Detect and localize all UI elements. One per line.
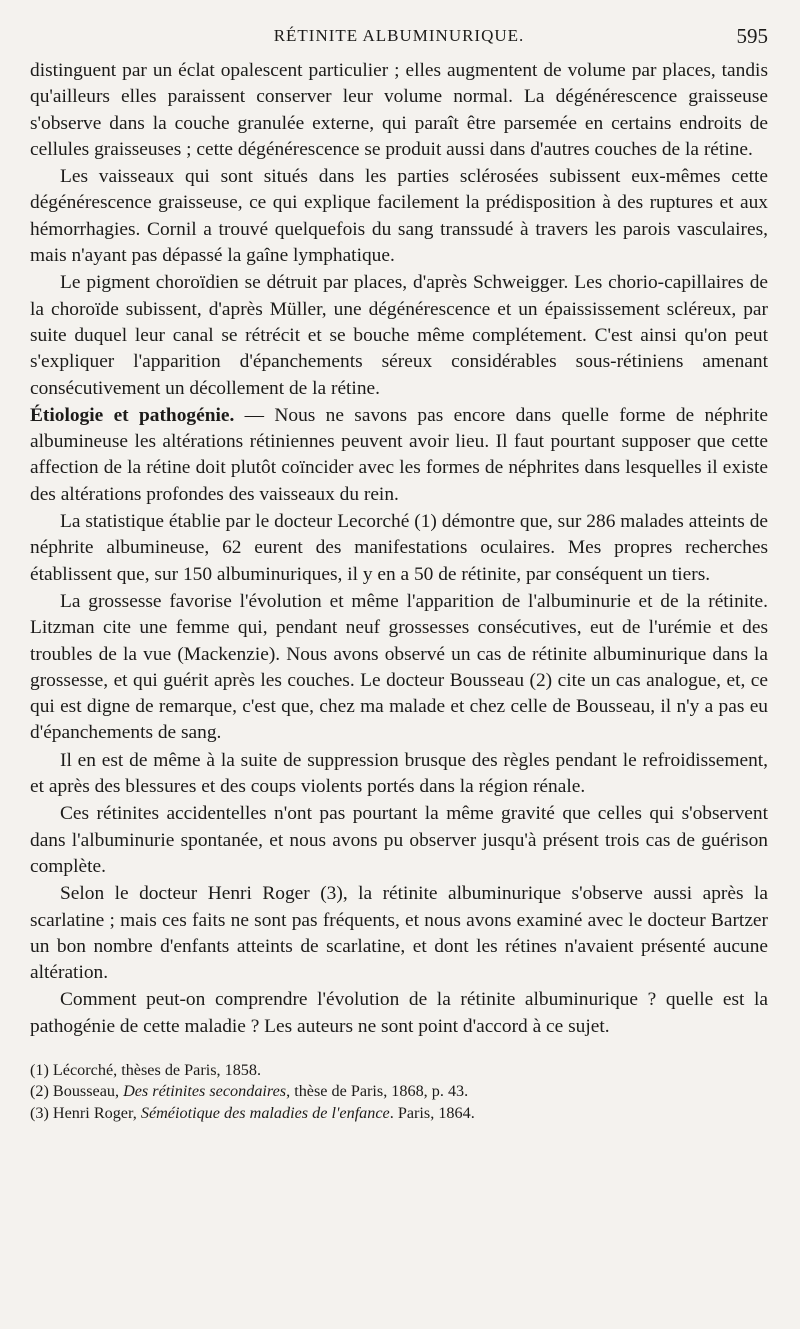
page-number: 595 xyxy=(736,24,768,48)
book-page xyxy=(30,26,768,1124)
paragraph: La grossesse favorise l'évolution et même l'apparition de l'albuminurie et de la rétinite. Litzman cite une femme qui, pendant neuf grossesses consécutives, eut de l'urémie et des troubles de la vue (Mackenzie). Nous avons observé un cas de rétinite albuminurique dans la grossesse, et qui guérit après les couches. Le docteur Bousseau (2) cite un cas analogue, et, ce qui est digne de remarque, c'est que, chez ma malade et chez celle de Bousseau, il n'y a pas eu d'épanchements de sang. xyxy=(30,590,768,744)
footnotes xyxy=(30,1060,768,1125)
footnote: (3) Henri Roger, Séméiotique des maladies de l'enfance. Paris, 1864. xyxy=(30,1103,475,1122)
paragraph-etiologie: Étiologie et pathogénie. — Nous ne savons pas encore dans quelle forme de néphrite albumineuse les altérations rétiniennes peuvent avoir lieu. Il faut pourtant supposer que cette affection de la rétine doit plutôt coïncider avec les formes de néphrites dans lesquelles il existe des altérations profondes des vaisseaux du rein. xyxy=(30,404,768,505)
footnote: (1) Lécorché, thèses de Paris, 1858. xyxy=(30,1060,262,1079)
paragraph: Selon le docteur Henri Roger (3), la rétinite albuminurique s'observe aussi après la scarlatine ; mais ces faits ne sont pas fréquents, et nous avons examiné avec le docteur Bartzer un bon nombre d'enfants atteints de scarlatine, et dont les rétines n'avaient présenté aucune altération. xyxy=(30,883,768,984)
paragraph: distinguent par un éclat opalescent particulier ; elles augmentent de volume par places, tandis qu'ailleurs elles paraissent conserver leur volume normal. La dégénérescence graisseuse s'observe dans la couche granulée externe, qui paraît être parsemée en certains endroits de cellules graisseuses ; cette dégénérescence se produit aussi dans d'autres couches de la rétine. xyxy=(30,60,768,160)
paragraph: Comment peut-on comprendre l'évolution de la rétinite albuminurique ? quelle est la pathogénie de cette maladie ? Les auteurs ne sont point d'accord à ce sujet. xyxy=(30,989,768,1037)
body-text xyxy=(30,58,768,1040)
footnote: (2) Bousseau, Des rétinites secondaires, thèse de Paris, 1868, p. 43. xyxy=(30,1082,469,1101)
paragraph: Il en est de même à la suite de suppression brusque des règles pendant le refroidissement, et après des blessures et des coups violents portés dans la région rénale. xyxy=(30,749,768,798)
paragraph: Les vaisseaux qui sont situés dans les parties sclérosées subissent eux-mêmes cette dégénérescence graisseuse, ce qui explique facilement la prédisposition à des ruptures et aux hémorrhagies. Cornil a trouvé quelquefois du sang transsudé à travers les parois vasculaires, mais n'ayant pas dépassé la gaîne lymphatique. xyxy=(30,166,768,267)
paragraph: Ces rétinites accidentelles n'ont pas pourtant la même gravité que celles qui s'observent dans l'albuminurie spontanée, et nous avons pu observer jusqu'à présent trois cas de guérison complète. xyxy=(30,803,768,877)
paragraph: La statistique établie par le docteur Lecorché (1) démontre que, sur 286 malades atteints de néphrite albumineuse, 62 eurent des manifestations oculaires. Mes propres recherches établissent que, sur 150 albuminuriques, il y en a 50 de rétinite, par conséquent un tiers. xyxy=(30,511,768,585)
page-header xyxy=(30,26,768,58)
running-title: RÉTINITE ALBUMINURIQUE. xyxy=(273,26,525,45)
paragraph: Le pigment choroïdien se détruit par places, d'après Schweigger. Les chorio-capillaires de la choroïde subissent, d'après Müller, une dégénérescence et un épaississement scléreux, par suite duquel leur canal se rétrécit et se bouche même complétement. C'est ainsi qu'on peut s'expliquer l'apparition d'épanchements séreux considérables sous-rétiniens amenant consécutivement un décollement de la rétine. xyxy=(30,272,768,399)
section-heading: Étiologie et pathogénie. xyxy=(30,404,235,426)
